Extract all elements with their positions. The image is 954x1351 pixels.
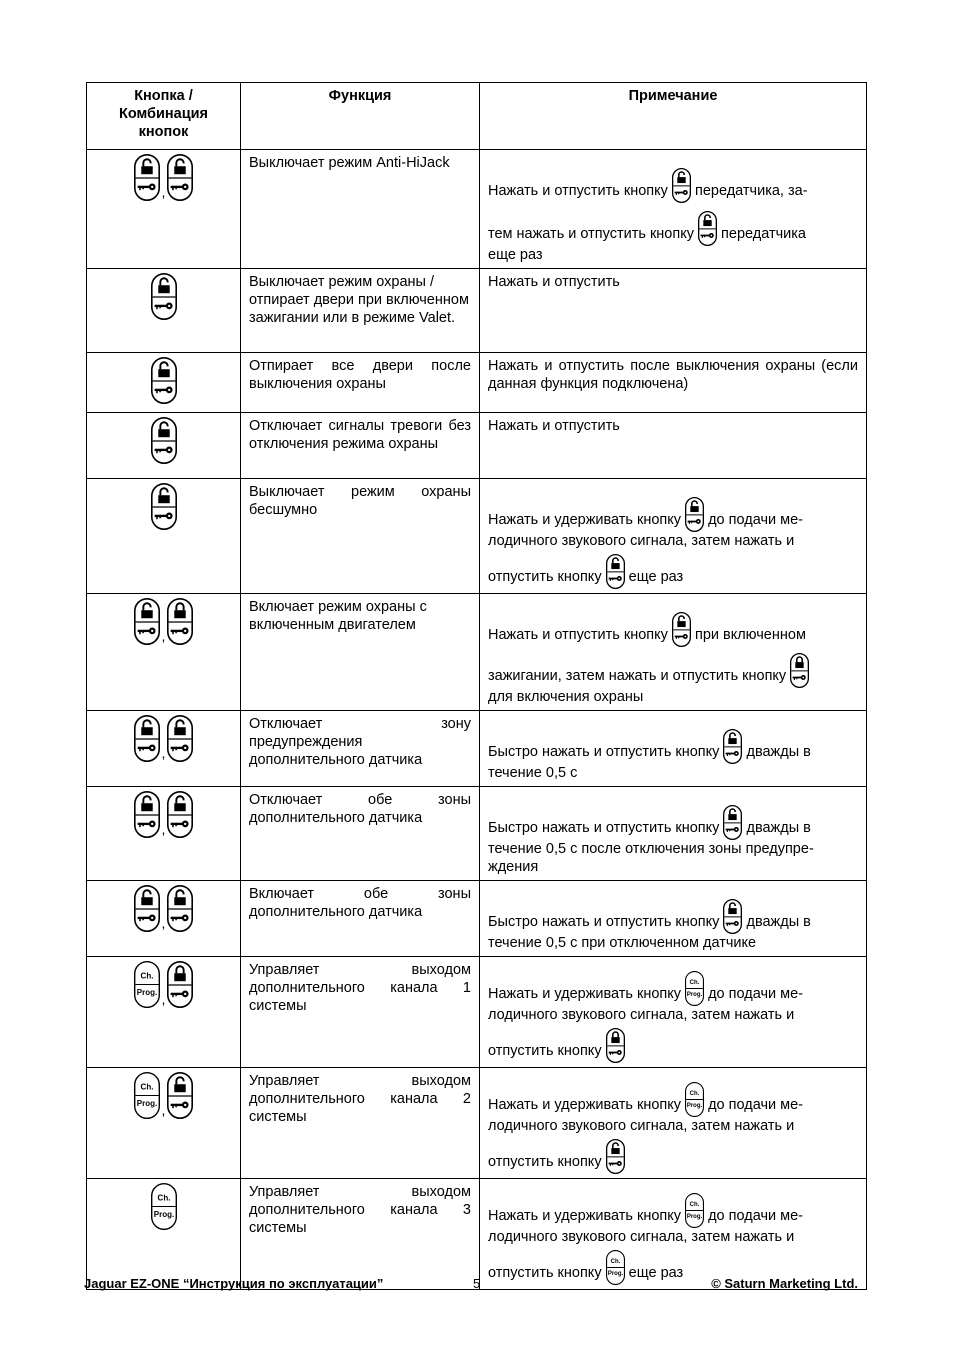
note-text: Быстро нажать и отпустить кнопку (488, 744, 720, 760)
svg-text:Ch.: Ch. (157, 1193, 170, 1203)
separator: , (161, 821, 166, 837)
lock-key-icon (167, 598, 193, 645)
ch-prog-button-icon (151, 1183, 177, 1230)
function-cell: Выключает режим Anti-HiJack (241, 150, 480, 269)
ch-prog-button-icon (134, 1072, 160, 1119)
unlock-key-icon (167, 791, 193, 838)
table-row (87, 353, 867, 413)
unlock-key-icon (698, 211, 717, 246)
separator: , (161, 628, 166, 644)
ch-prog-button-icon (606, 1250, 625, 1285)
note-text: Быстро нажать и отпустить кнопку (488, 820, 720, 836)
table-row (87, 479, 867, 594)
note-text: лодичного звукового сигнала, затем нажать и (488, 1007, 795, 1023)
function-cell: Управляет выходом дополнительного канала 3 системы (241, 1179, 480, 1290)
note-cell (480, 711, 867, 787)
note-text: течение 0,5 с после отключения зоны предупре- (488, 841, 814, 857)
function-cell: Выключает режим охраны / отпирает двери при включенном зажигании или в режиме Valet. (241, 269, 480, 353)
note-text: дважды в (746, 820, 811, 836)
unlock-key-icon (723, 805, 742, 840)
table-row (87, 1179, 867, 1290)
note-cell (480, 479, 867, 594)
unlock-key-icon (723, 899, 742, 934)
buttons-cell (87, 353, 241, 413)
footer-title: Jaguar EZ-ONE “Инструкция по эксплуатации” (84, 1276, 384, 1291)
svg-text:Ch.: Ch. (689, 1201, 700, 1208)
function-cell: Управляет выходом дополнительного канала 1 системы (241, 957, 480, 1068)
function-cell: Отключает сигналы тревоги без отключения режима охраны (241, 413, 480, 479)
unlock-key-icon (606, 1139, 625, 1174)
note-text: дважды в (746, 914, 811, 930)
svg-text:Ch.: Ch. (689, 1090, 700, 1097)
separator: , (161, 184, 166, 200)
buttons-cell (87, 711, 241, 787)
buttons-cell (87, 150, 241, 269)
unlock-key-icon (606, 554, 625, 589)
table-row (87, 269, 867, 353)
header-note: Примечание (480, 83, 867, 150)
header-function: Функция (241, 83, 480, 150)
function-cell: Управляет выходом дополнительного канала 2 системы (241, 1068, 480, 1179)
table-row (87, 1068, 867, 1179)
note-cell (480, 881, 867, 957)
separator: , (161, 991, 166, 1007)
svg-text:Ch.: Ch. (610, 1258, 620, 1265)
unlock-key-icon (167, 885, 193, 932)
note-text: Нажать и отпустить кнопку (488, 183, 668, 199)
note-cell (480, 594, 867, 711)
svg-text:Ch.: Ch. (689, 979, 700, 986)
ch-prog-button-icon (134, 961, 160, 1008)
note-cell (480, 1068, 867, 1179)
table-row (87, 413, 867, 479)
note-text: до подачи ме- (708, 1208, 803, 1224)
note-cell: Нажать и отпустить (480, 269, 867, 353)
separator: , (161, 915, 166, 931)
separator: , (161, 745, 166, 761)
note-cell (480, 787, 867, 881)
note-text: лодичного звукового сигнала, затем нажать и (488, 1118, 795, 1134)
page-number: 5 (473, 1276, 481, 1291)
note-text: еще раз (628, 569, 684, 585)
note-cell: Нажать и отпустить после выключения охраны (если данная функция подключена) (480, 353, 867, 413)
note-cell (480, 1179, 867, 1290)
svg-text:Prog.: Prog. (686, 1214, 703, 1221)
table-row (87, 594, 867, 711)
header-buttons: Кнопка / Комбинация кнопок (87, 83, 241, 150)
svg-text:Prog.: Prog. (686, 992, 703, 999)
function-cell: Включает режим охраны с включенным двигателем (241, 594, 480, 711)
svg-text:Prog.: Prog. (136, 987, 157, 997)
lock-key-icon (790, 653, 809, 688)
function-cell: Отключает обе зоны дополнительного датчика (241, 787, 480, 881)
function-cell: Отпирает все двери после выключения охраны (241, 353, 480, 413)
ch-prog-button-icon (685, 1082, 704, 1117)
unlock-key-icon (134, 715, 160, 762)
function-cell: Отключает зону предупреждения дополнительного датчика (241, 711, 480, 787)
unlock-key-icon (167, 154, 193, 201)
lock-key-icon (606, 1028, 625, 1063)
unlock-key-icon (134, 154, 160, 201)
note-text: Нажать и удерживать кнопку (488, 986, 682, 1002)
table-row (87, 711, 867, 787)
unlock-key-icon (151, 357, 177, 404)
note-text: ждения (488, 859, 539, 875)
buttons-cell (87, 957, 241, 1068)
note-text: зажигании, затем нажать и отпустить кнопку (488, 668, 787, 684)
note-text: отпустить кнопку (488, 1154, 602, 1170)
note-text: лодичного звукового сигнала, затем нажать и (488, 533, 795, 549)
function-cell: Выключает режим охраны бесшумно (241, 479, 480, 594)
unlock-key-icon (134, 598, 160, 645)
table-row (87, 150, 867, 269)
unlock-key-icon (672, 612, 691, 647)
unlock-key-icon (151, 483, 177, 530)
unlock-key-icon (685, 497, 704, 532)
buttons-cell (87, 1179, 241, 1290)
buttons-cell (87, 881, 241, 957)
ch-prog-button-icon (685, 971, 704, 1006)
note-text: отпустить кнопку (488, 569, 602, 585)
note-text: лодичного звукового сигнала, затем нажать и (488, 1229, 795, 1245)
buttons-cell (87, 1068, 241, 1179)
note-text: передатчика (721, 226, 807, 242)
lock-key-icon (167, 961, 193, 1008)
note-cell (480, 957, 867, 1068)
note-text: дважды в (746, 744, 811, 760)
buttons-cell (87, 269, 241, 353)
table-row (87, 957, 867, 1068)
unlock-key-icon (134, 791, 160, 838)
footer-copyright: © Saturn Marketing Ltd. (711, 1276, 858, 1291)
buttons-cell (87, 787, 241, 881)
function-cell: Включает обе зоны дополнительного датчика (241, 881, 480, 957)
ch-prog-button-icon (685, 1193, 704, 1228)
note-text: для включения охраны (488, 689, 644, 705)
note-text: отпустить кнопку (488, 1265, 602, 1281)
note-cell: Нажать и отпустить (480, 413, 867, 479)
note-text: еще раз (628, 1265, 684, 1281)
unlock-key-icon (151, 417, 177, 464)
buttons-cell (87, 594, 241, 711)
unlock-key-icon (723, 729, 742, 764)
note-text: до подачи ме- (708, 1097, 803, 1113)
table-row (87, 787, 867, 881)
unlock-key-icon (672, 168, 691, 203)
note-text: течение 0,5 с при отключенном датчике (488, 935, 757, 951)
unlock-key-icon (167, 1072, 193, 1119)
note-text: передатчика, за- (694, 183, 808, 199)
note-text: еще раз (488, 247, 543, 263)
note-text: до подачи ме- (708, 512, 803, 528)
note-text: тем нажать и отпустить кнопку (488, 226, 694, 242)
table-row (87, 881, 867, 957)
note-text: Нажать и отпустить кнопку (488, 627, 668, 643)
note-cell (480, 150, 867, 269)
svg-text:Prog.: Prog. (607, 1271, 623, 1278)
unlock-key-icon (151, 273, 177, 320)
note-text: течение 0,5 с (488, 765, 578, 781)
note-text: до подачи ме- (708, 986, 803, 1002)
note-text: Нажать и удерживать кнопку (488, 512, 682, 528)
unlock-key-icon (167, 715, 193, 762)
svg-text:Prog.: Prog. (153, 1209, 174, 1219)
note-text: при включенном (694, 627, 806, 643)
table-header-row (87, 83, 867, 150)
separator: , (161, 1102, 166, 1118)
unlock-key-icon (134, 885, 160, 932)
buttons-cell (87, 413, 241, 479)
svg-text:Ch.: Ch. (140, 1082, 153, 1092)
svg-text:Prog.: Prog. (686, 1103, 703, 1110)
svg-text:Ch.: Ch. (140, 971, 153, 981)
buttons-cell (87, 479, 241, 594)
note-text: Быстро нажать и отпустить кнопку (488, 914, 720, 930)
note-text: отпустить кнопку (488, 1043, 602, 1059)
svg-text:Prog.: Prog. (136, 1098, 157, 1108)
note-text: Нажать и удерживать кнопку (488, 1208, 682, 1224)
note-text: Нажать и удерживать кнопку (488, 1097, 682, 1113)
instructions-table (86, 82, 867, 1290)
